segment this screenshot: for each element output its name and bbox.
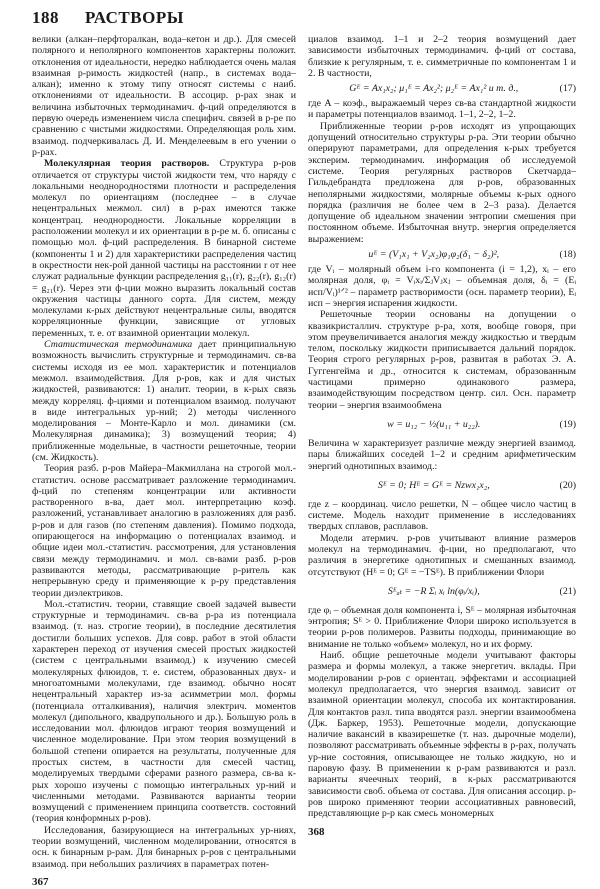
term-reference: Статистическая термодинамика (44, 339, 193, 351)
equation-formula: Sᴱₐₜ = −R Σᵢ xᵢ ln(φᵢ/xᵢ), (387, 585, 480, 597)
equation-number: (19) (559, 418, 576, 430)
paragraph: Приближенные теории р-ров исходят из упрощающих допущений относительно структуры р-ра. Эти теории обычно оперируют параметрами, для определения к-рых требуется эксперим. термодинамич. информация об исследуемой системе. Теория регулярных растворов Скетчарда–Гильдебрандта предложена для р-ров, образованных неполярными жидкостями, молярные объемы к-рых одного порядка (различия не более чем в 2–3 раза). Делается допущение об идеальном значении энтропии смешения при постоянном объеме. Избыточная внутр. энергия определяется выражением: (308, 120, 576, 245)
page-number: 188 (32, 8, 59, 27)
equation-formula: Sᴱ = 0; Hᴱ = Gᴱ = Nzwx₁x₂, (377, 479, 490, 491)
paragraph (32, 339, 296, 463)
paragraph: Модели атермич. р-ров учитывают влияние размеров молекул на термодинамич. ф-ции, но предполагают, что различия в энергетике однотипных и смешанных взаимод. отсутствуют (Hᴱ = 0; Gᴱ = −TSᴱ). В приближении Флори (308, 532, 576, 578)
running-header (32, 8, 184, 28)
paragraph: где Vᵢ – молярный объем i-го компонента (i = 1,2), xᵢ – его молярная доля, φᵢ = Vᵢxᵢ/ΣⱼVⱼxⱼ – объемная доля, δᵢ = (Eᵢ исп/Vᵢ)¹ᐟ² – параметр растворимости (осн. параметр теории), Eᵢ исп – энергия испарения жидкости. (308, 264, 576, 309)
equation-21 (308, 585, 576, 598)
equation-17 (308, 82, 576, 95)
equation-formula: uᴱ = (V₁x₁ + V₂x₂)φ₁φ₂(δ₁ − δ₂)², (368, 249, 500, 261)
column-number-left: 367 (32, 875, 49, 888)
equation-20 (308, 479, 576, 492)
equation-formula: w = u₁₂ − ½(u₁₁ + u₂₂). (387, 418, 481, 430)
left-column (32, 34, 296, 889)
paragraph: Исследования, базирующиеся на интегральных ур-ниях, теории возмущений, численном моделировании, относятся в осн. к бинарным р-рам. Для бинарных р-ров с центральными взаимод. при небольших различиях в параметрах потен- (32, 824, 296, 870)
paragraph: велики (алкан–перфторалкан, вода–кетон и др.). Для смесей полярного и неполярного компонентов характерны положит. отклонения от идеальности, нередко наблюдается очень малая взаимная р-римость жидкостей (напр., в системах вода–алкан); именно к этому типу относят системы с наиб. отклонениями от идеальности. В ассоцир. р-рах знак и величина избыточных термодинамич. ф-ций определяются в первую очередь изменением числа специфич. связей в р-ре по сравнению с чистыми жидкостями. Определяющая роль хим. взаимод. подчеркивалась Д. И. Менделеевым в его учении о р-рах. (32, 34, 296, 158)
section-heading: Молекулярная теория растворов. (44, 158, 210, 170)
equation-number: (17) (559, 83, 576, 95)
column-number-right: 368 (308, 825, 325, 838)
paragraph: Наиб. общие решеточные модели учитывают факторы размера и формы молекул, а также энергетич. вклады. При моделировании р-ров с ориентац. эффектами и ассоциацией молекул предполагается, что энергия взаимод. зависит от взаимной ориентации молекул, способа их контактирования. Для контактов разл. типа вводятся разл. энергии взаимообмена (Дж. Баркер, 1953). Решеточные модели, допускающие наличие вакансий в квазирешетке (т. наз. дырочные модели), позволяют рассматривать объемные эффекты в р-рах, получать ур-ние состояния, описывающее не только жидкую, но и паровую фазу. В применении к р-рам развиваются и разл. варианты ячеечных теорий, в к-рых рассматриваются зависимости своб. объема от состава. Для описания ассоцир. р-ров широко применяют теории ассоциативных равновесий, представляющие р-р как смесь мономерных (308, 650, 576, 820)
paragraph-text: дает принципиальную возможность вычислить структурные и термодинамич. св-ва системы исходя из ее мол. характеристик и потенциалов межмол. взаимодействия. Для р-ров, как и для чистых жидкостей, развиваются: 1) аналит. теории, в к-рых связь между корреляц. ф-циями и потенциалом взаимод. получают в виде интегральных ур-ний; 2) методы численного моделирования – Монте-Карло и мол. динамики (см. Молекулярная динамика); 3) возмущений теория; 4) приближенные модельные, в частности решеточные, теории (см. Жидкость). (32, 339, 296, 463)
paragraph: циалов взаимод. 1–1 и 2–2 теория возмущений дает зависимости избыточных термодинамич. ф-ций от состава, близкие к регулярным, т. е. симметричные по компонентам 1 и 2. В частности, (308, 34, 576, 79)
right-column (308, 34, 576, 839)
paragraph-text: Структура р-ров отличается от структуры чистой жидкости тем, что наряду с локальными неоднородностями плотности и распределения молекул по ориентациям (последнее – в случае нецентральных межмол. сил) в р-рах имеются также концентрац. неоднородности. Локальные корреляции в расположении молекул и их ориентации в р-ре м. б. описаны с помощью мол. ф-ций распределения. В бинарной системе (компоненты 1 и 2) для характеристики распределения частиц в окрестности нек-рой данной частицы на расстоянии r от нее служат радиальные функции распределения g₁₁(r), g₂₂(r), g₁₂(r) = g₂₁(r). Через эти ф-ции можно выразить локальный состав окружения частицы данного сорта. Для систем, между молекулами к-рых действуют нецентральные силы, вводятся корреляционные функции, зависящие от угловых переменных, т. е. от взаимной ориентации молекул. (32, 158, 296, 339)
equation-number: (21) (559, 585, 576, 597)
equation-number: (18) (559, 249, 576, 261)
paragraph: где φᵢ – объемная доля компонента i, Sᴱ – молярная избыточная энтропия; Sᴱ > 0. Приближение Флори широко используется в теории р-ров полимеров. Развиты подходы, принимающие во внимание не только «объем» молекул, но и их форму. (308, 604, 576, 650)
equation-number: (20) (559, 479, 576, 491)
paragraph: Теория разб. р-ров Майера–Макмиллана на строгой мол.-статистич. основе рассматривает разложение термодинамич. ф-ций по степеням концентрации или активности растворенного в-ва, дает мол. интерпретацию коэф. разложений, устанавливает аналогию в разложениях для разб. р-ров и для газов (по степеням давления). Помимо подхода, опирающегося на информацию о потенциалах взаимод. и общие идеи мол.-статистич. рассмотрения, для установления связи между термодинамич. и мол. св-вами разб. р-ров развиваются методы, рассматривающие р-ритель как непрерывную среду и применяющие к р-ру представления теории диэлектриков. (32, 463, 296, 599)
paragraph: Мол.-статистич. теории, ставящие своей задачей вывести структурные и термодинамич. св-ва р-ра из потенциала взаимод. (т. наз. строгие теории), в последние десятилетия достигли больших успехов. Для совр. работ в этой области характерен переход от изучения смесей простых жидкостей (систем с центральными взаимод.) к изучению смесей молекулярных флюидов, т. е. систем, образованных двух- и многоатомными молекулами, где взаимод. обычно носят нецентральный характер из-за асимметрии мол. формы (потенциала отталкивания), наличия электрич. моментов молекул (дипольного, квадрупольного и др.). Большую роль в исследовании мол. флюидов играют теория возмущений и численное моделирование. При этом теория возмущений в большой степени опирается на результаты, полученные для простых систем, в частности для смесей частиц, моделируемых твердыми сферами разного размера, св-ва к-рых хорошо изучены с помощью интегральных ур-ний и численными методами. Развиваются варианты теории возмущений с применением принципа соответств. состояний (теория конформных р-ров). (32, 598, 296, 825)
paragraph: где z – координац. число решетки, N – общее число частиц в системе. Модель находит применение в исследованиях твердых сплавов, расплавов. (308, 498, 576, 533)
paragraph: Величина w характеризует различие между энергией взаимод. пары ближайших соседей 1–2 и средним арифметическим энергий однотипных взаимод.: (308, 437, 576, 472)
paragraph: где A – коэф., выражаемый через св-ва стандартной жидкости и параметры потенциалов взаимод. 1–1, 2–2, 1–2. (308, 98, 576, 121)
equation-formula: Gᴱ = Ax₁x₂; μ₁ᴱ = Ax₂²; μ₂ᴱ = Ax₁² и т. д., (349, 83, 519, 95)
section-title: РАСТВОРЫ (85, 8, 184, 27)
paragraph: Решеточные теории основаны на допущении о квазикристаллич. структуре р-ра, хотя, вообще говоря, при этом преувеличивается аналогия между жидкостью и твердым телом, поскольку жидкости приписывается дальний порядок. Теория строго регулярных р-ров, развитая в работах Э. А. Гуггенгейма и др., относится к системам, образованным частицами примерно одинакового размера, взаимодействующим посредством центр. сил. Осн. параметр теории – энергия взаимообмена (308, 309, 576, 411)
paragraph (32, 158, 296, 339)
equation-19 (308, 418, 576, 431)
equation-18 (308, 248, 576, 261)
